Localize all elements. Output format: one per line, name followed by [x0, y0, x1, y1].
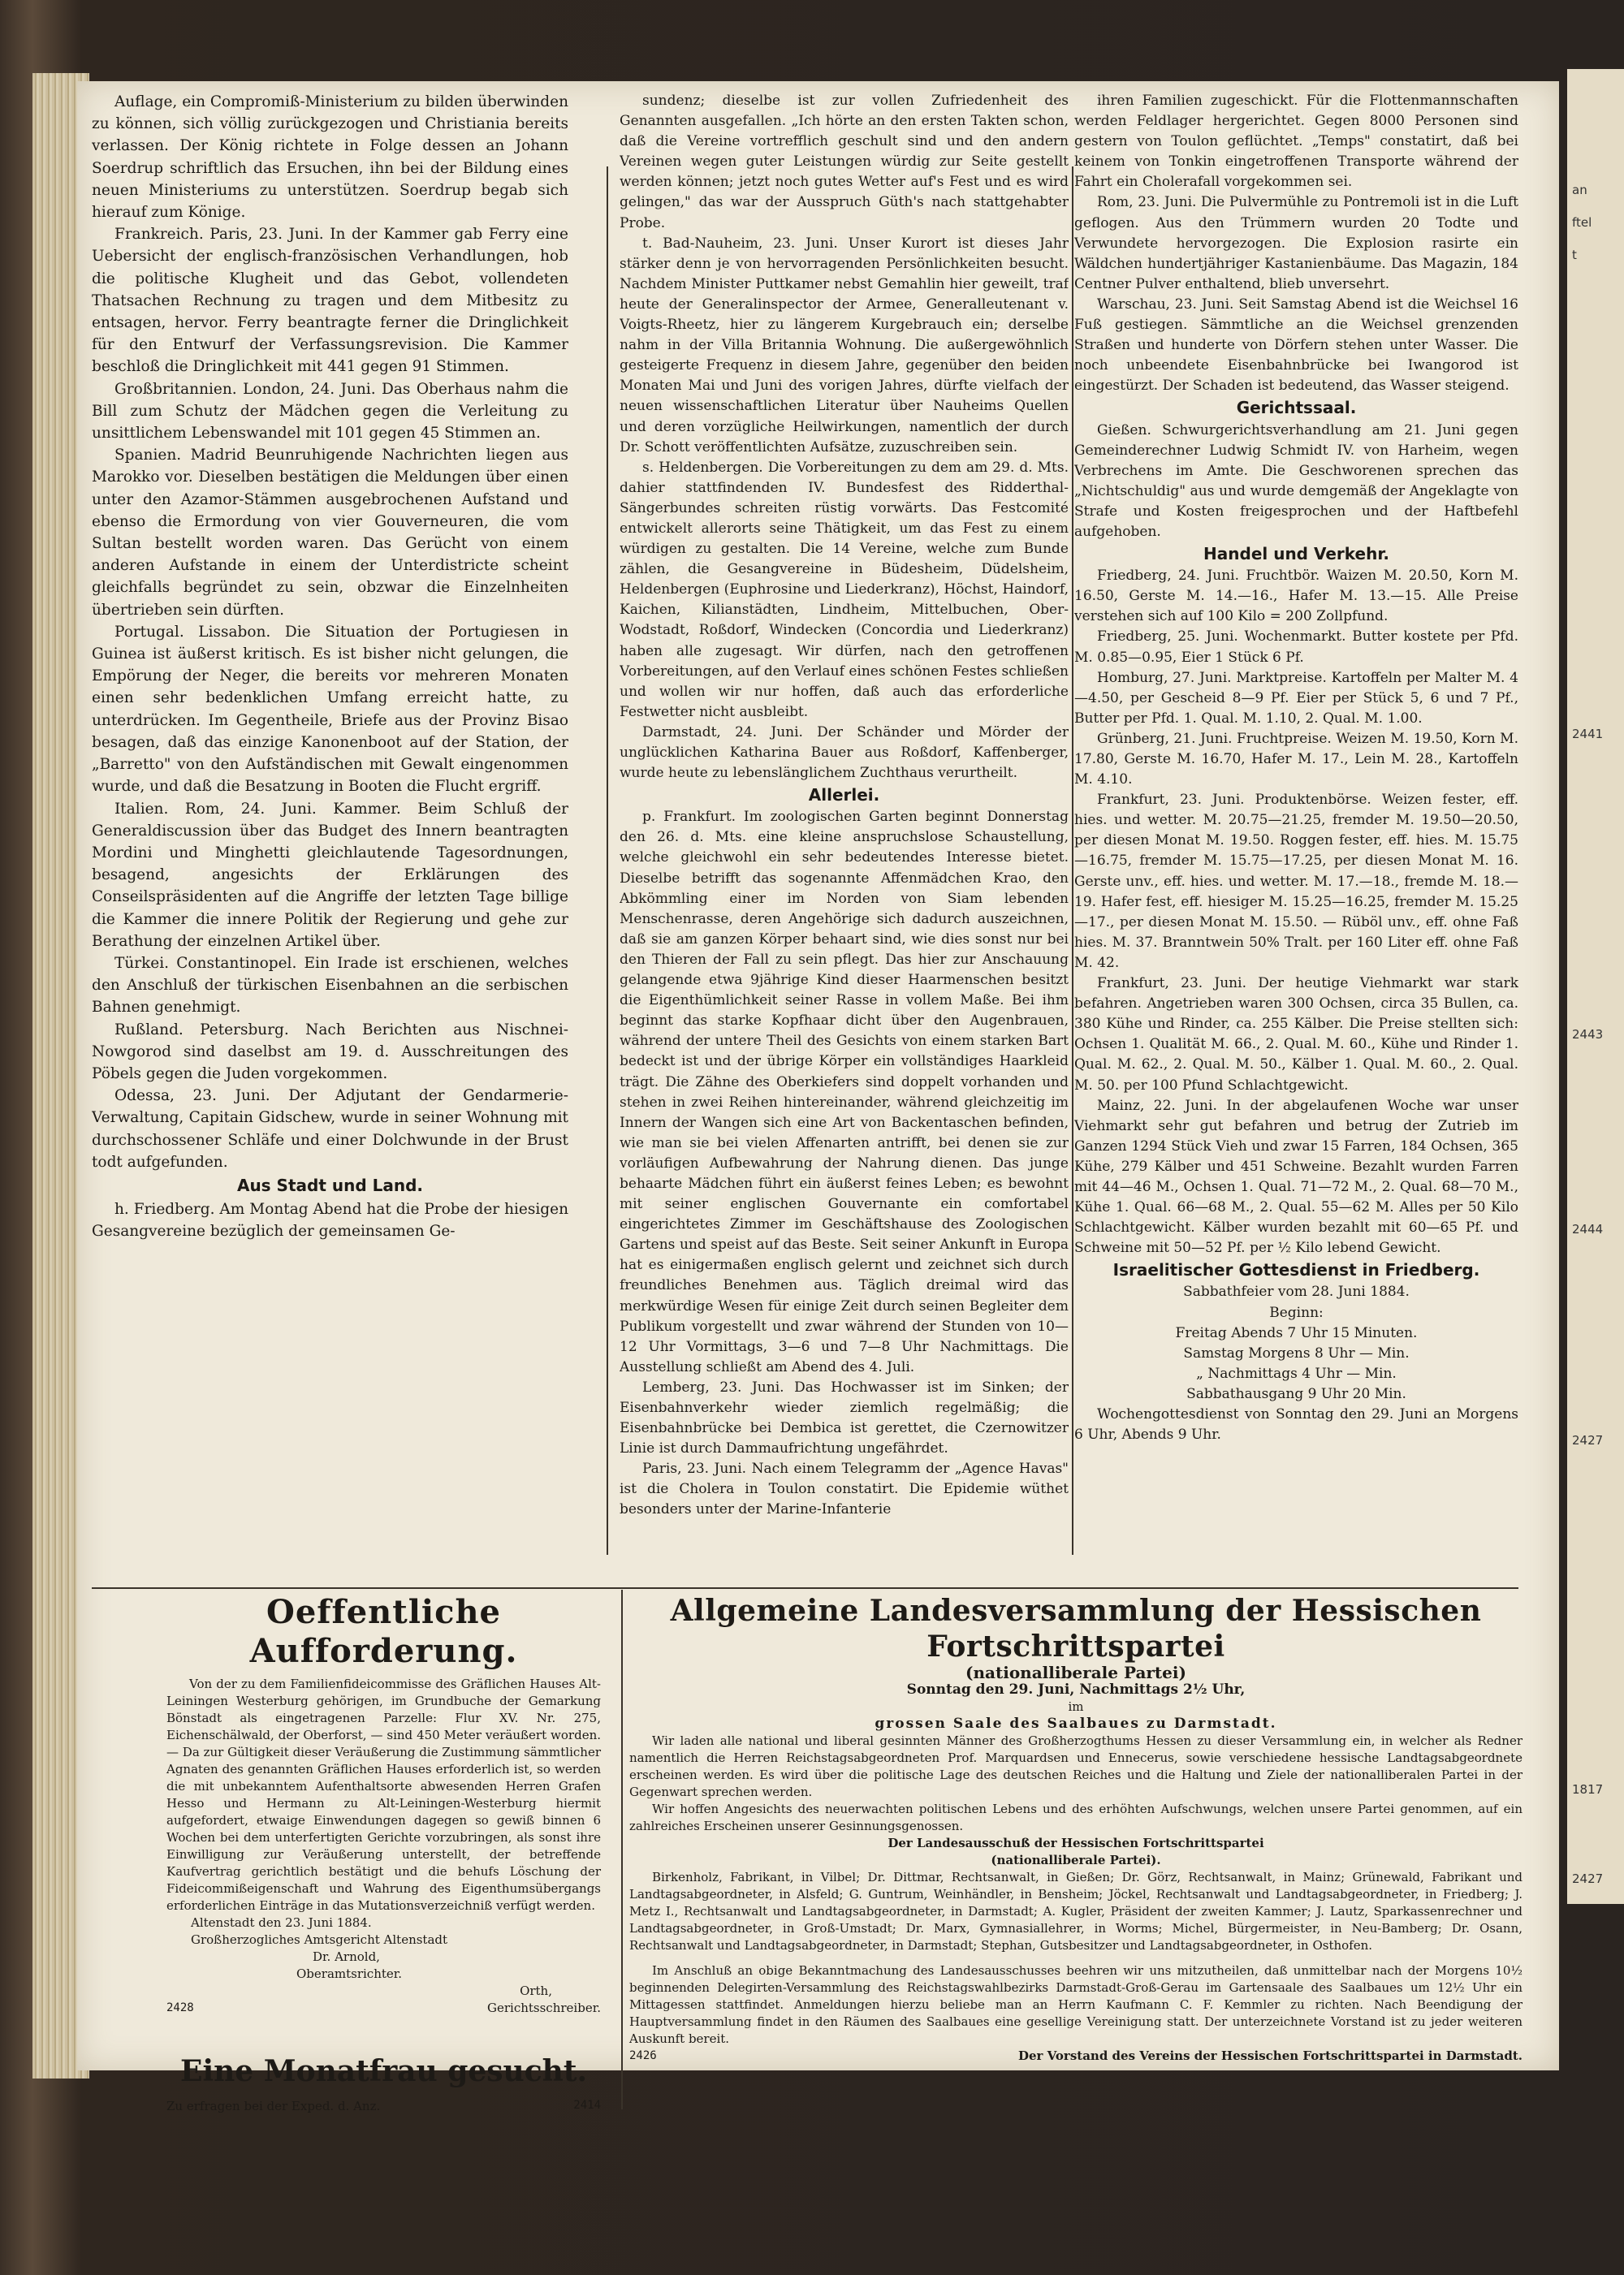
service-line: Freitag Abends 7 Uhr 15 Minuten. — [1175, 1324, 1418, 1341]
article-giessen: Gießen. Schwurgerichtsverhandlung am 21. Juni gegen Gemeinderechner Ludwig Schmidt IV. von Harheim, wegen Verbrechens im Amte. Die Geschworenen sprechen das „Nichtschuldig" aus und wurde demgemäß der Angeklagte von Strafe und Kosten freigesprochen und der Haftbefehl aufgehoben. — [1074, 421, 1518, 540]
market-report: Frankfurt, 23. Juni. Der heutige Viehmarkt war stark befahren. Angetrieben waren 300 Ochsen, circa 35 Bullen, ca. 380 Kühe und Rinder, ca. 255 Kälber. Die Preise stellten sich: Ochsen 1. Qualität M. 66., 2. Qual. M. 60., Kühe und Rinder 1. Qual. M. 62., 2. Qual. M. 50., Kälber 1. Qual. M. 60., 2. Qual. M. 50. per 100 Pfund Schlachtgewicht. — [1074, 975, 1518, 1094]
public-notice-ad — [166, 1593, 601, 2017]
ad-number: 2428 — [166, 2001, 194, 2014]
ad-signature-heading: Der Landesausschuß der Hessischen Fortschrittspartei — [888, 1836, 1264, 1850]
section-heading: Aus Stadt und Land. — [236, 1175, 424, 1195]
ad-signature-heading-sub: (nationalliberale Partei). — [991, 1853, 1161, 1867]
article-heldenbergen: s. Heldenbergen. Die Vorbereitungen zu dem am 29. d. Mts. dahier stattfindenden IV. Bundesfest des Ridderthal-Sängerbundes schreiten rüstig vorwärts. Das Festcomité entwickelt allerorts seine Thätigkeit, um das Fest zu einem würdigen zu gestalten. Die 14 Vereine, welche zum Bunde zählen, die Gesangvereine in Büdesheim, Düdelsheim, Heldenbergen (Euphrosine und Liederkranz), Höchst, Haindorf, Kaichen, Kilianstädten, Lindheim, Mittelbuchen, Ober-Wodstadt, Roßdorf, Windecken (Concordia und Liederkranz) haben alle zugesagt. Wir dürfen, nach den getroffenen Vorbereitungen, auf den Verlauf eines schönen Festes schließen und wollen wir nur hoffen, daß auch das erforderliche Festwetter nicht ausbleibt. — [620, 459, 1069, 720]
service-line: Samstag Morgens 8 Uhr — Min. — [1183, 1345, 1410, 1362]
adjacent-page-fragment: 2441 — [1572, 727, 1604, 741]
service-line: „ Nachmittags 4 Uhr — Min. — [1196, 1365, 1397, 1382]
service-line: Beginn: — [1269, 1304, 1324, 1321]
ad-paragraph: Im Anschluß an obige Bekanntmachung des Landesausschusses beehren wir uns mitzutheilen, daß unmittelbar nach der Morgens 10½ beginnenden Delegirten-Versammlung des Reichstagswahlbezirks Darmstadt-Groß-Gerau im Gartensaale des Saalbaues um 12½ Uhr ein Mittagessen stattfindet. Anmeldungen hierzu beliebe man an Herrn Kaufmann C. F. Kemmler zu richten. Nach Beendigung der Hauptversammlung findet in den Räumen des Saalbaues eine gesellige Vereinigung statt. Der unterzeichnete Vorstand ist zu jeder weiteren Auskunft bereit. — [629, 1963, 1522, 2046]
ad-where: grossen Saale des Saalbaues zu Darmstadt. — [875, 1716, 1277, 1732]
article: ihren Familien zugeschickt. Für die Flottenmannschaften werden Feldlager hergerichtet. Gegen 8000 Personen sind gestern von Toulon geflüchtet. „Temps" constatirt, daß bei keinem von Tonkin eingetroffenen Transporte während der Fahrt ein Cholerafall vorgekommen sei. — [1074, 93, 1518, 191]
adjacent-page-fragment: 2427 — [1572, 1433, 1604, 1448]
article-spanien: Spanien. Madrid Beunruhigende Nachrichten liegen aus Marokko vor. Dieselben bestätigen die Meldungen über einen unter den Azamor-Stämmen ausgebrochenen Aufstand und ebenso die Ermordung von vier Gouverneuren, die vom Sultan bestellt worden waren. Das Gerücht von einem anderen Aufstande in einem der Unterdistricte scheint gleichfalls begründet zu sein, obzwar die Einzelnheiten übertrieben sein dürften. — [92, 447, 568, 619]
article: Auflage, ein Compromiß-Ministerium zu bilden überwinden zu können, sich völlig zurückgezogen und Christiania bereits verlassen. Der König richtete in Folge dessen an Johann Soerdrup schriftlich das Ersuchen, ihn bei der Bildung eines neuen Ministeriums zu unterstützen. Soerdrup begab sich hierauf zum Könige. — [92, 93, 568, 222]
article-warschau: Warschau, 23. Juni. Seit Samstag Abend ist die Weichsel 16 Fuß gestiegen. Sämmtliche an die Weichsel grenzenden Straßen und hunderte von Dörfern stehen unter Wasser. Die noch unbeendete Eisenbahnbrücke bei Iwangorod ist eingestürzt. Der Schaden ist bedeutend, das Wasser steigend. — [1074, 296, 1518, 395]
ad-paragraph: Wir hoffen Angesichts des neuerwachten politischen Lebens und des erhöhten Aufschwungs, welchen unsere Partei genommen, auf ein zahlreiches Erscheinen unserer Gesinnungsgenossen. — [629, 1802, 1522, 1833]
ad-clerk-title: Gerichtsschreiber. — [487, 2001, 601, 2015]
article-darmstadt: Darmstadt, 24. Juni. Der Schänder und Mörder der unglücklichen Katharina Bauer aus Roßdorf, Kaffenberger, wurde heute zu lebenslänglichem Zuchthaus verurtheilt. — [620, 723, 1069, 782]
section-heading: Handel und Verkehr. — [1203, 544, 1389, 564]
ad-signatories: Birkenholz, Fabrikant, in Vilbel; Dr. Dittmar, Rechtsanwalt, in Gießen; Dr. Görz, Rechtsanwalt, in Mainz; Grünewald, Fabrikant und Landtagsabgeordneter, in Alsfeld; G. Guntrum, Weinhändler, in Bensheim; Jöckel, Rechtsanwalt und Landtagsabgeordneter, in Friedberg; J. Metz I., Rechtsanwalt und Landtagsabgeordneter, in Darmstadt; A. Kugler, Präsident der zweiten Kammer; J. Lautz, Sparkassenrechner und Landtagsabgeordneter, in Groß-Umstadt; Dr. Marx, Gymnasiallehrer, in Worms; Michel, Bürgermeister, in Neu-Bamberg; Dr. Osann, Rechtsanwalt und Landtagsabgeordneter, in Darmstadt; Stephan, Gutsbesitzer und Landtagsabgeordneter, in Osthofen. — [629, 1870, 1522, 1953]
article-italien: Italien. Rom, 24. Juni. Kammer. Beim Schluß der Generaldiscussion über das Budget des Innern beantragten Mordini und Minghetti gleichlautende Tagesordnungen, besagend, angesichts der Erklärungen des Conseilspräsidenten auf die Angriffe der letzten Tage billige die Kammer die innere Politik der Regierung und gehe zur Berathung der einzelnen Artikel über. — [92, 800, 568, 950]
ad-court: Großherzogliches Amtsgericht Altenstadt — [191, 1932, 448, 1947]
article-rom: Rom, 23. Juni. Die Pulvermühle zu Pontremoli ist in die Luft geflogen. Aus den Trümmern wurden 20 Todte und Verwundete hervorgezogen. Die Explosion rasirte ein Wäldchen hundertjähriger Kastanienbäume. Das Magazin, 184 Centner Pulver enthaltend, blieb unversehrt. — [1074, 194, 1518, 292]
article-lemberg: Lemberg, 23. Juni. Das Hochwasser ist im Sinken; der Eisenbahnverkehr wieder ziemlich regelmäßig; die Eisenbahnbrücke bei Dembica ist gerettet, die Czernowitzer Linie ist durch Dammaufrichtung ungefährdet. — [620, 1379, 1069, 1457]
column-2 — [620, 91, 1069, 1544]
market-report: Friedberg, 25. Juni. Wochenmarkt. Butter kostete per Pfd. M. 0.85—0.95, Eier 1 Stück 6 Pf. — [1074, 628, 1518, 666]
ad-title: Oeffentliche Aufforderung. — [249, 1593, 518, 1670]
adjacent-page-fragment: ftel — [1572, 215, 1592, 230]
column-rule — [1072, 166, 1073, 1555]
service-line: Sabbathausgang 9 Uhr 20 Min. — [1186, 1385, 1406, 1402]
monatfrau-ad-sub — [166, 2099, 601, 2113]
section-heading: Israelitischer Gottesdienst in Friedberg. — [1112, 1260, 1480, 1280]
market-report: Grünberg, 21. Juni. Fruchtpreise. Weizen M. 19.50, Korn M. 17.80, Gerste M. 16.70, Hafer M. 17., Lein M. 28., Kartoffeln M. 4.10. — [1074, 730, 1518, 788]
ad-title: Allgemeine Landesversammlung der Hessischen Fortschrittspartei — [670, 1594, 1482, 1664]
adjacent-page-fragment: 2443 — [1572, 1027, 1604, 1042]
adjacent-page-edge — [1567, 69, 1624, 1904]
article-grossbritannien: Großbritannien. London, 24. Juni. Das Oberhaus nahm die Bill zum Schutz der Mädchen gegen die Verleitung zu unsittlichem Lebenswandel mit 101 gegen 45 Stimmen an. — [92, 380, 568, 442]
column-3 — [1074, 91, 1518, 1544]
adjacent-page-fragment: 2427 — [1572, 1871, 1604, 1886]
article-nauheim: t. Bad-Nauheim, 23. Juni. Unser Kurort ist dieses Jahr stärker denn je von hervorragenden Persönlichkeiten besucht. Nachdem Minister Puttkamer nebst Gemahlin hier geweilt, traf heute der Generalinspector der Armee, Generalleutenant v. Voigts-Rheetz, hier zu längerem Kurgebrauch ein; derselbe nahm in der Villa Britannia Wohnung. Die außergewöhnlich gesteigerte Frequenz in diesem Jahre, gegenüber den beiden Monaten Mai und Juni des vorigen Jahres, dürfte vielfach der neuen wissenschaftlichen Literatur über Nauheims Quellen und deren vorzügliche Heilwirkungen, namentlich der durch Dr. Schott veröffentlichten Aufsätze, zuzuschreiben sein. — [620, 235, 1069, 455]
ad-clerk: Orth, — [520, 1984, 552, 1998]
ad-subtitle: (nationalliberale Partei) — [965, 1663, 1186, 1682]
section-heading: Allerlei. — [808, 785, 880, 805]
adjacent-page-fragment: 1817 — [1572, 1782, 1604, 1797]
market-report: Friedberg, 24. Juni. Fruchtbör. Waizen M. 20.50, Korn M. 16.50, Gerste M. 14.—16., Hafer M. 13.—15. Alle Preise verstehen sich auf 100 Kilo = 200 Zollpfund. — [1074, 568, 1518, 625]
ad-when: Sonntag den 29. Juni, Nachmittags 2½ Uhr, — [906, 1681, 1246, 1698]
article-tuerkei: Türkei. Constantinopel. Ein Irade ist erschienen, welches den Anschluß der türkischen Eisenbahnen an die serbischen Bahnen genehmigt. — [92, 954, 568, 1017]
article-friedberg: h. Friedberg. Am Montag Abend hat die Probe der hiesigen Gesangvereine bezüglich der gemeinsamen Ge- — [92, 1201, 568, 1241]
ad-signer-title: Oberamtsrichter. — [296, 1966, 403, 1981]
ad-date: Altenstadt den 23. Juni 1884. — [191, 1915, 372, 1930]
ad-text: Von der zu dem Familienfideicommisse des Gräflichen Hauses Alt-Leiningen Westerburg gehörigen, im Grundbuche der Gemarkung Bönstadt als eingetragenen Parzelle: Flur XV. Nr. 275, Eichenschälwald, der Oberforst, — sind 450 Meter veräußert worden. — Da zur Gültigkeit dieser Veräußerung die Zustimmung sämmtlicher Agnaten des genannten Gräflichen Hauses erforderlich ist, so werden die mit unbekanntem Aufenthaltsorte abwesenden Herren Grafen Hesso und Hermann zu Alt-Leiningen-Westerburg hiermit aufgefordert, etwaige Einwendungen dagegen so gewiß binnen 6 Wochen bei dem unterfertigten Gerichte vorzubringen, als sonst ihre Einwilligung zur Veräußerung unterstellt, der betreffende Kaufvertrag gerichtlich bestätigt und die behufs Löschung der Fideicommißeigenschaft und Wahrung des Eigenthumsübergangs erforderlichen Einträge in das Mutationsverzeichniß verfügt werden. — [166, 1677, 601, 1913]
adjacent-page-fragment: an — [1572, 183, 1587, 197]
article-paris: Paris, 23. Juni. Nach einem Telegramm der „Agence Havas" ist die Cholera in Toulon constatirt. Die Epidemie wüthet besonders unter der Marine-Infanterie — [620, 1461, 1069, 1518]
ad-number: 2414 — [573, 2099, 601, 2112]
service-line: Sabbathfeier vom 28. Juni 1884. — [1183, 1284, 1410, 1301]
monatfrau-ad-contact: Zu erfragen bei der Exped. d. Anz. — [166, 2099, 381, 2113]
section-rule — [92, 1587, 1518, 1589]
ad-rule — [621, 1590, 623, 2109]
column-1 — [92, 91, 568, 1536]
market-report: Homburg, 27. Juni. Marktpreise. Kartoffeln per Malter M. 4—4.50, per Gescheid 8—9 Pf. Eier per Stück 5, 6 und 7 Pf., Butter per Pfd. 1. Qual. M. 1.10, 2. Qual. M. 1.00. — [1074, 669, 1518, 727]
ad-number: 2426 — [629, 2049, 657, 2062]
article-russland: Rußland. Petersburg. Nach Berichten aus Nischnei-Nowgorod sind daselbst am 19. d. Ausschreitungen des Pöbels gegen die Juden vorgekommen. — [92, 1021, 568, 1082]
article-portugal: Portugal. Lissabon. Die Situation der Portugiesen in Guinea ist äußerst kritisch. Es ist bisher nicht gelungen, die Empörung der Neger, die bereits vor mehreren Monaten einen sehr bedenklichen Umfang erreicht hatte, zu unterdrücken. Im Gegentheile, Briefe aus der Provinz Bisao besagen, daß das einzige Kanonenboot auf der Station, der „Barretto" von den Aufständischen mit Gewalt eingenommen wurde, und daß die Besatzung in Booten die Flucht ergriff. — [92, 623, 568, 796]
service-line: Wochengottesdienst von Sonntag den 29. Juni an Morgens 6 Uhr, Abends 9 Uhr. — [1074, 1406, 1518, 1444]
column-rule — [607, 166, 608, 1555]
monatfrau-ad-title: Eine Monatfrau gesucht. — [180, 2054, 587, 2088]
ad-final-signature: Der Vorstand des Vereins der Hessischen Fortschrittspartei in Darmstadt. — [1017, 2048, 1522, 2063]
ad-im: im — [1068, 1699, 1084, 1714]
ad-signer: Dr. Arnold, — [313, 1949, 380, 1964]
article-frankfurt-zoo: p. Frankfurt. Im zoologischen Garten beginnt Donnerstag den 26. d. Mts. eine kleine anspruchslose Schaustellung, welche gleichwohl ein sehr bedeutendes Interesse bietet. Dieselbe betrifft das sogenannte Affenmädchen Krao, den Abkömmling einer im Norden von Siam lebenden Menschenrasse, deren Angehörige sich dadurch auszeichnen, daß sie am ganzen Körper behaart sind, wie dies sonst nur bei den Thieren der Fall zu sein pflegt. Das hier zur Anschauung gelangende etwa 9jährige Kind dieser Haarmenschen besitzt die Eigenthümlichkeit seiner Rasse in vollem Maße. Bei ihm beginnt das starke Kopfhaar dicht über den Augenbrauen, während der untere Theil des Gesichts von einem starken Bart bedeckt ist und der übrige Körper ein vollständiges Haarkleid trägt. Die Zähne des Oberkiefers sind doppelt vorhanden und stehen in zwei Reihen hintereinander, während gleichzeitig im Innern der Wangen sich eine Art von Backentaschen befinden, wie man sie bei vielen Affenarten antrifft, bei denen sie zur vorläufigen Aufbewahrung der Nahrung dienen. Das junge behaarte Mädchen führt ein äußerst feines Leben; es bewohnt mit seiner englischen Gouvernante ein comfortabel eingerichtetes Zimmer im Geschäftshause des Zoologischen Gartens und speist auf das Beste. Seit seiner Ankunft in Europa hat es einigermaßen englisch gelernt und zeichnet sich durch freundliches Benehmen aus. Täglich dreimal wird das merkwürdige Wesen für einige Zeit durch seinen Begleiter dem Publikum vorgestellt und zwar während der Stunden von 10—12 Uhr Vormittags, 3—6 und 7—8 Uhr Nachmittags. Die Ausstellung schließt am Abend des 4. Juli. — [620, 809, 1069, 1375]
party-assembly-ad — [629, 1593, 1522, 2065]
adjacent-page-fragment: 2444 — [1572, 1222, 1604, 1237]
market-report: Frankfurt, 23. Juni. Produktenbörse. Weizen fester, eff. hies. und wetter. M. 20.75—21.25, fremder M. 19.50—20.50, per diesen Monat M. 19.50. Roggen fester, eff. hies. M. 15.75—16.75, fremder M. 15.75—17.25, per diesen Monat M. 16. Gerste unv., eff. hies. und wetter. M. 17.—18., fremde M. 18.—19. Hafer fest, eff. hiesiger M. 15.25—16.25, fremder M. 15.25—17., per diesen Monat M. 15.50. — Rüböl unv., eff. ohne Faß hies. M. 37. Branntwein 50% Tralt. per 160 Liter eff. ohne Faß M. 42. — [1074, 792, 1518, 971]
article: sundenz; dieselbe ist zur vollen Zufriedenheit des Genannten ausgefallen. „Ich hörte an den ersten Takten schon, daß die Vereine vortrefflich geschult sind und den andern Vereinen wegen guter Leistungen würdig zur Seite gestellt werden können; jetzt noch gutes Wetter auf's Fest und es wird gelingen," das war der Ausspruch Güth's nach stattgehabter Probe. — [620, 93, 1069, 231]
article-frankreich: Frankreich. Paris, 23. Juni. In der Kammer gab Ferry eine Uebersicht der englisch-französischen Verhandlungen, hob die politische Klugheit und das Gebot, vollendeten Thatsachen Rechnung zu tragen und dem Mitbesitz zu entsagen, hervor. Ferry beantragte ferner die Dringlichkeit für den Entwurf der Verfassungsrevision. Die Kammer beschloß die Dringlichkeit mit 441 gegen 91 Stimmen. — [92, 226, 568, 376]
article-odessa: Odessa, 23. Juni. Der Adjutant der Gendarmerie-Verwaltung, Capitain Gidschew, wurde in seiner Wohnung mit durchschossener Schläfe und einer Dolchwunde in der Brust todt aufgefunden. — [92, 1087, 568, 1171]
ad-paragraph: Wir laden alle national und liberal gesinnten Männer des Großherzogthums Hessen zu dieser Versammlung ein, in welcher als Redner namentlich die Herren Reichstagsabgeordneten Prof. Marquardsen und Ennecerus, sowie verschiedene hessische Landtagsabgeordnete erscheinen werden. Es wird über die politische Lage des deutschen Reiches und die Haltung und Ziele der nationalliberalen Partei in der Gegenwart sprechen werden. — [629, 1733, 1522, 1799]
adjacent-page-fragment: t — [1572, 248, 1577, 262]
section-heading: Gerichtssaal. — [1236, 398, 1357, 418]
market-report: Mainz, 22. Juni. In der abgelaufenen Woche war unser Viehmarkt sehr gut befahren und betrug der Zutrieb im Ganzen 1294 Stück Vieh und zwar 15 Farren, 184 Ochsen, 365 Kühe, 279 Kälber und 451 Schweine. Bezahlt wurden Farren mit 44—46 M., Ochsen 1. Qual. 71—72 M., 2. Qual. 68—70 M., Kühe 1. Qual. 66—68 M., 2. Qual. 55—62 M. Alles per 50 Kilo Schlachtgewicht. Kälber wurden bezahlt mit 60—65 Pf. und Schweine mit 50—52 Pf. per ½ Kilo lebend Gewicht. — [1074, 1097, 1518, 1257]
